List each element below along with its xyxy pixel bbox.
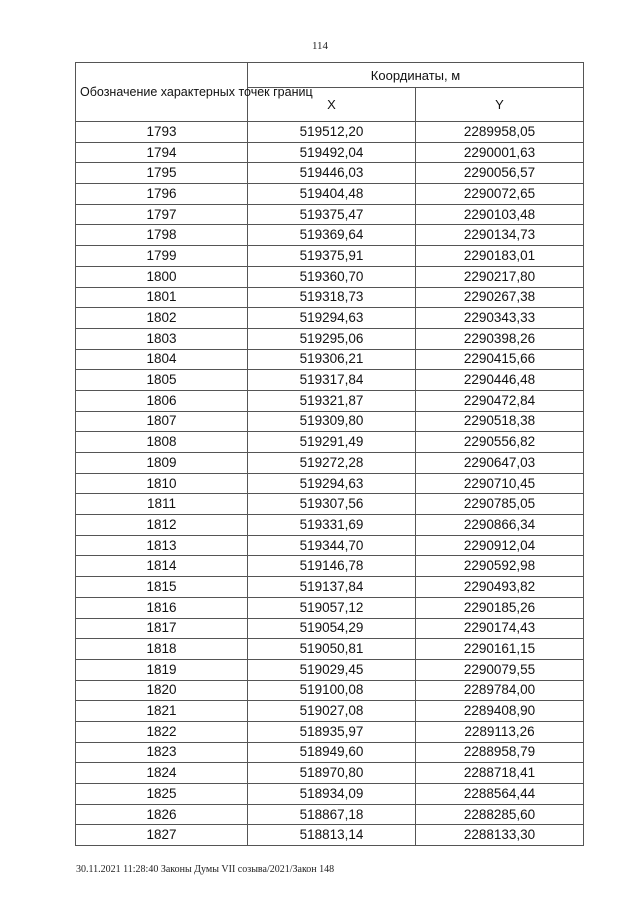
cell-point: 1795: [76, 163, 248, 184]
cell-y: 2290415,66: [416, 349, 584, 370]
cell-y: 2290446,48: [416, 370, 584, 391]
table-row: [76, 535, 584, 556]
cell-point: 1805: [76, 370, 248, 391]
cell-y: 2290134,73: [416, 225, 584, 246]
cell-y: 2290710,45: [416, 473, 584, 494]
cell-y: 2288133,30: [416, 825, 584, 846]
table-row: [76, 246, 584, 267]
table-row: [76, 142, 584, 163]
cell-point: 1812: [76, 515, 248, 536]
cell-x: 519309,80: [248, 411, 416, 432]
cell-x: 518813,14: [248, 825, 416, 846]
cell-x: 519321,87: [248, 390, 416, 411]
cell-point: 1815: [76, 577, 248, 598]
cell-y: 2290556,82: [416, 432, 584, 453]
cell-y: 2290001,63: [416, 142, 584, 163]
cell-point: 1794: [76, 142, 248, 163]
cell-point: 1799: [76, 246, 248, 267]
cell-point: 1819: [76, 659, 248, 680]
cell-point: 1797: [76, 204, 248, 225]
cell-point: 1825: [76, 784, 248, 805]
cell-y: 2290866,34: [416, 515, 584, 536]
cell-y: 2288718,41: [416, 763, 584, 784]
cell-x: 519291,49: [248, 432, 416, 453]
cell-point: 1796: [76, 184, 248, 205]
cell-x: 519375,47: [248, 204, 416, 225]
cell-y: 2290785,05: [416, 494, 584, 515]
table-row: [76, 701, 584, 722]
table-row: [76, 577, 584, 598]
table-row: [76, 721, 584, 742]
table-row: [76, 556, 584, 577]
cell-point: 1822: [76, 721, 248, 742]
table-row: [76, 804, 584, 825]
cell-y: 2290472,84: [416, 390, 584, 411]
cell-point: 1816: [76, 597, 248, 618]
header-x: X: [248, 88, 416, 122]
cell-x: 519306,21: [248, 349, 416, 370]
cell-x: 519317,84: [248, 370, 416, 391]
cell-x: 519360,70: [248, 266, 416, 287]
cell-y: 2290056,57: [416, 163, 584, 184]
cell-point: 1804: [76, 349, 248, 370]
cell-point: 1821: [76, 701, 248, 722]
cell-x: 519344,70: [248, 535, 416, 556]
table-row: [76, 390, 584, 411]
table-row: [76, 825, 584, 846]
cell-point: 1798: [76, 225, 248, 246]
table-body: [76, 122, 584, 846]
table-row: [76, 266, 584, 287]
cell-y: 2290592,98: [416, 556, 584, 577]
footer-stamp: 30.11.2021 11:28:40 Законы Думы VII созыва/2021/Закон 148: [76, 864, 335, 875]
cell-point: 1808: [76, 432, 248, 453]
cell-y: 2288958,79: [416, 742, 584, 763]
table-row: [76, 122, 584, 143]
cell-x: 518934,09: [248, 784, 416, 805]
table-row: [76, 597, 584, 618]
cell-y: 2290343,33: [416, 308, 584, 329]
cell-point: 1801: [76, 287, 248, 308]
table-row: [76, 411, 584, 432]
cell-x: 519375,91: [248, 246, 416, 267]
table-row: [76, 163, 584, 184]
cell-x: 519137,84: [248, 577, 416, 598]
cell-point: 1814: [76, 556, 248, 577]
cell-y: 2290183,01: [416, 246, 584, 267]
cell-y: 2289408,90: [416, 701, 584, 722]
cell-point: 1813: [76, 535, 248, 556]
cell-x: 519318,73: [248, 287, 416, 308]
cell-x: 519029,45: [248, 659, 416, 680]
cell-y: 2290493,82: [416, 577, 584, 598]
cell-x: 519146,78: [248, 556, 416, 577]
cell-point: 1823: [76, 742, 248, 763]
cell-y: 2289958,05: [416, 122, 584, 143]
cell-y: 2288564,44: [416, 784, 584, 805]
cell-x: 519404,48: [248, 184, 416, 205]
page-number: 114: [311, 40, 329, 52]
cell-point: 1810: [76, 473, 248, 494]
cell-y: 2289784,00: [416, 680, 584, 701]
cell-y: 2289113,26: [416, 721, 584, 742]
cell-point: 1806: [76, 390, 248, 411]
cell-point: 1820: [76, 680, 248, 701]
cell-x: 519512,20: [248, 122, 416, 143]
cell-x: 518867,18: [248, 804, 416, 825]
cell-y: 2290079,55: [416, 659, 584, 680]
cell-point: 1809: [76, 453, 248, 474]
table-row: [76, 680, 584, 701]
cell-x: 519331,69: [248, 515, 416, 536]
cell-x: 519054,29: [248, 618, 416, 639]
cell-y: 2290103,48: [416, 204, 584, 225]
header-coordinates: Координаты, м: [248, 63, 584, 88]
table-row: [76, 370, 584, 391]
cell-y: 2290185,26: [416, 597, 584, 618]
table-row: [76, 515, 584, 536]
cell-point: 1807: [76, 411, 248, 432]
cell-point: 1827: [76, 825, 248, 846]
cell-point: 1818: [76, 639, 248, 660]
table-row: [76, 494, 584, 515]
cell-y: 2290912,04: [416, 535, 584, 556]
cell-x: 519294,63: [248, 473, 416, 494]
cell-point: 1793: [76, 122, 248, 143]
cell-y: 2290518,38: [416, 411, 584, 432]
table-row: [76, 184, 584, 205]
table-row: [76, 618, 584, 639]
cell-y: 2288285,60: [416, 804, 584, 825]
cell-y: 2290072,65: [416, 184, 584, 205]
cell-y: 2290398,26: [416, 328, 584, 349]
header-y: Y: [416, 88, 584, 122]
table-row: [76, 639, 584, 660]
table-row: [76, 204, 584, 225]
cell-point: 1811: [76, 494, 248, 515]
cell-x: 519446,03: [248, 163, 416, 184]
table-row: [76, 308, 584, 329]
table-row: [76, 328, 584, 349]
cell-x: 518935,97: [248, 721, 416, 742]
cell-x: 519100,08: [248, 680, 416, 701]
cell-point: 1824: [76, 763, 248, 784]
cell-point: 1800: [76, 266, 248, 287]
cell-point: 1817: [76, 618, 248, 639]
table-row: [76, 763, 584, 784]
cell-x: 519057,12: [248, 597, 416, 618]
table-row: [76, 287, 584, 308]
table-row: [76, 432, 584, 453]
cell-x: 519050,81: [248, 639, 416, 660]
coordinates-table: [75, 62, 584, 846]
header-point-designation: Обозначение характерных точек границ: [76, 63, 248, 122]
cell-x: 518949,60: [248, 742, 416, 763]
table-row: [76, 453, 584, 474]
cell-point: 1826: [76, 804, 248, 825]
cell-x: 518970,80: [248, 763, 416, 784]
table-row: [76, 784, 584, 805]
cell-x: 519272,28: [248, 453, 416, 474]
cell-x: 519307,56: [248, 494, 416, 515]
cell-x: 519492,04: [248, 142, 416, 163]
cell-point: 1802: [76, 308, 248, 329]
table-header: [76, 63, 584, 122]
table-row: [76, 473, 584, 494]
table-row: [76, 225, 584, 246]
table-row: [76, 659, 584, 680]
cell-x: 519294,63: [248, 308, 416, 329]
cell-y: 2290217,80: [416, 266, 584, 287]
cell-y: 2290161,15: [416, 639, 584, 660]
cell-point: 1803: [76, 328, 248, 349]
cell-x: 519027,08: [248, 701, 416, 722]
cell-y: 2290647,03: [416, 453, 584, 474]
cell-x: 519295,06: [248, 328, 416, 349]
cell-y: 2290267,38: [416, 287, 584, 308]
cell-y: 2290174,43: [416, 618, 584, 639]
cell-x: 519369,64: [248, 225, 416, 246]
table-row: [76, 742, 584, 763]
table-row: [76, 349, 584, 370]
